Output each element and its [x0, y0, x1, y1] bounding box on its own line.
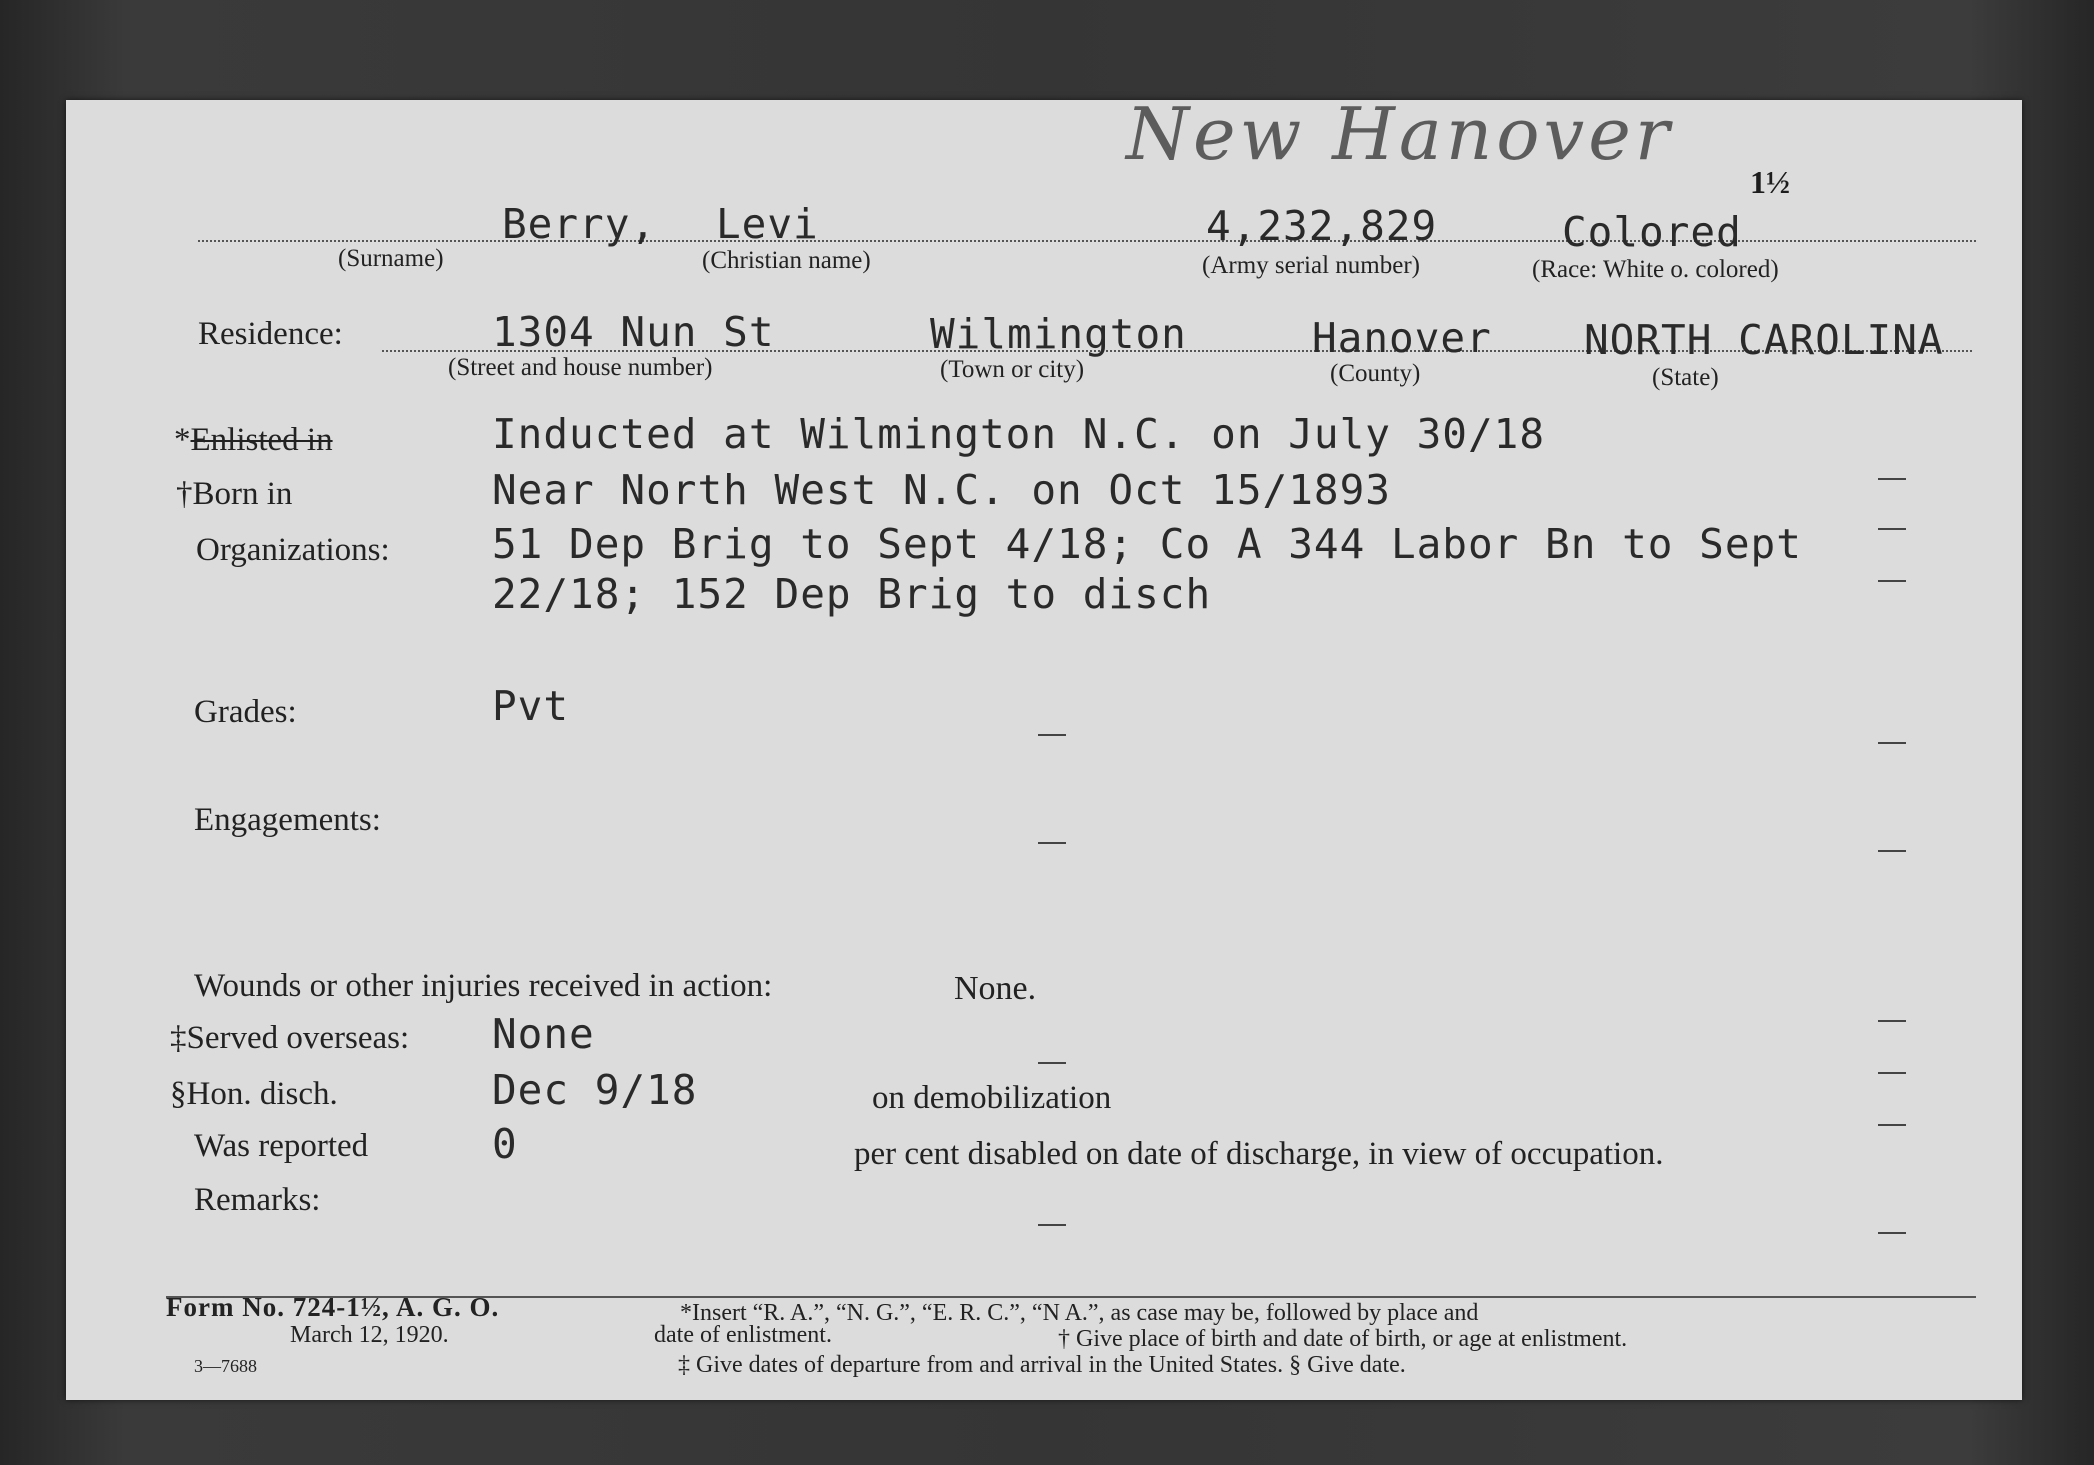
- state-caption: (State): [1652, 364, 1719, 391]
- grades-label: Grades:: [194, 694, 297, 730]
- street-caption: (Street and house number): [448, 354, 713, 381]
- engagements-label: Engagements:: [194, 802, 381, 838]
- field-dash: [1878, 1124, 1906, 1126]
- honorable-discharge-label: §Hon. disch.: [170, 1076, 338, 1112]
- field-dash: [1038, 1224, 1066, 1226]
- christian-name-value: Levi: [716, 200, 819, 248]
- service-record-card: [66, 100, 2022, 1400]
- form-date: March 12, 1920.: [290, 1322, 449, 1348]
- field-dash: [1878, 742, 1906, 744]
- county-caption: (County): [1330, 360, 1421, 387]
- enlisted-value: Inducted at Wilmington N.C. on July 30/18: [492, 410, 1546, 458]
- field-dash: [1038, 1062, 1066, 1064]
- race-caption: (Race: White o. colored): [1532, 256, 1779, 283]
- remarks-label: Remarks:: [194, 1182, 321, 1218]
- field-dash: [1878, 478, 1906, 480]
- field-dash: [1038, 734, 1066, 736]
- served-overseas-value: None: [492, 1010, 595, 1058]
- grades-value: Pvt: [492, 682, 570, 730]
- field-dash: [1878, 850, 1906, 852]
- county-value: Hanover: [1312, 314, 1492, 362]
- state-value: NORTH CAROLINA: [1584, 316, 1944, 364]
- born-label: †Born in: [176, 476, 293, 512]
- town-caption: (Town or city): [940, 356, 1085, 383]
- disability-percent-value: 0: [492, 1120, 518, 1168]
- christian-name-caption: (Christian name): [702, 247, 871, 274]
- honorable-discharge-value: Dec 9/18: [492, 1066, 698, 1114]
- field-dash: [1878, 528, 1906, 530]
- print-code: 3—7688: [194, 1356, 257, 1376]
- wounds-value: None.: [954, 970, 1037, 1007]
- street-value: 1304 Nun St: [492, 308, 775, 356]
- footnote-enlisted: *Insert “R. A.”, “N. G.”, “E. R. C.”, “N A.”, as case may be, followed by place and: [680, 1300, 1479, 1326]
- footnote-enlisted-cont: date of enlistment.: [654, 1322, 832, 1348]
- footnote-born: † Give place of birth and date of birth, or age at enlistment.: [1058, 1326, 1628, 1352]
- field-dash: [1878, 1232, 1906, 1234]
- surname-value: Berry,: [502, 200, 657, 248]
- organizations-value-line1: 51 Dep Brig to Sept 4/18; Co A 344 Labor Bn to Sept: [492, 520, 1802, 568]
- was-reported-label: Was reported: [194, 1128, 369, 1164]
- field-dash: [1878, 580, 1906, 582]
- town-value: Wilmington: [930, 310, 1187, 358]
- field-dash: [1878, 1020, 1906, 1022]
- residence-label: Residence:: [198, 316, 343, 352]
- field-dash: [1878, 1072, 1906, 1074]
- wounds-label: Wounds or other injuries received in action:: [194, 968, 773, 1004]
- form-number: Form No. 724-1½, A. G. O.: [166, 1292, 500, 1322]
- field-dash: [1038, 842, 1066, 844]
- footnote-overseas: ‡ Give dates of departure from and arrival in the United States. § Give date.: [678, 1352, 1406, 1378]
- discharge-reason: on demobilization: [872, 1080, 1112, 1116]
- disability-statement: per cent disabled on date of discharge, in view of occupation.: [854, 1136, 1664, 1172]
- organizations-label: Organizations:: [196, 532, 390, 568]
- organizations-value-line2: 22/18; 152 Dep Brig to disch: [492, 570, 1212, 618]
- card-fraction: 1½: [1750, 164, 1790, 200]
- serial-number-caption: (Army serial number): [1202, 252, 1420, 279]
- serial-number-value: 4,232,829: [1206, 202, 1438, 250]
- surname-caption: (Surname): [338, 245, 444, 272]
- served-overseas-label: ‡Served overseas:: [170, 1020, 410, 1056]
- enlisted-label: *Enlisted in: [174, 422, 333, 458]
- born-value: Near North West N.C. on Oct 15/1893: [492, 466, 1391, 514]
- handwritten-county: New Hanover: [1126, 100, 1674, 176]
- race-value: Colored: [1562, 208, 1742, 256]
